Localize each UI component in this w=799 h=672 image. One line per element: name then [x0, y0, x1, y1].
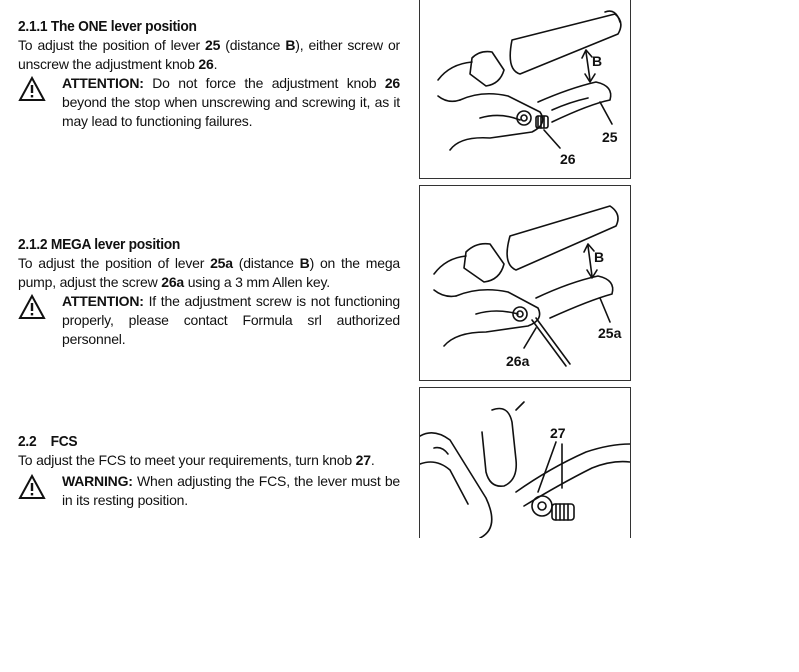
callout-label: 27 — [550, 425, 566, 441]
warning-notice — [18, 472, 400, 510]
callout-label: 25a — [598, 325, 622, 341]
callout-label: 26 — [560, 151, 576, 167]
figure-mega-lever — [419, 185, 631, 381]
callout-label: 26a — [506, 353, 530, 369]
section-body: To adjust the position of lever 25 (distance B), either screw or unscrew the adjustment knob 26. — [18, 37, 400, 72]
section-body: To adjust the FCS to meet your requirements, turn knob 27. — [18, 452, 375, 468]
figure-fcs — [419, 387, 631, 538]
callout-label: B — [592, 53, 603, 69]
warning-triangle-icon — [18, 474, 46, 500]
figure-one-lever — [419, 0, 631, 179]
brake-lever-illustration — [420, 186, 630, 380]
notice-text: ATTENTION: If the adjustment screw is not functioning properly, please contact Formula srl authorized personnel. — [62, 293, 400, 347]
section-heading: 2.1.1 The ONE lever position — [18, 18, 197, 35]
warning-triangle-icon — [18, 76, 46, 102]
warning-triangle-icon — [18, 294, 46, 320]
section-mega-lever — [18, 235, 400, 349]
brake-lever-illustration — [420, 388, 630, 538]
notice-text: ATTENTION: Do not force the adjustment knob 26 beyond the stop when unscrewing and screwing it, as it may lead to functioning failures. — [62, 75, 400, 129]
callout-label: B — [594, 249, 605, 265]
section-one-lever — [18, 17, 400, 131]
attention-notice — [18, 74, 400, 131]
section-fcs — [18, 432, 400, 510]
section-heading: 2.2 FCS — [18, 433, 78, 450]
attention-notice — [18, 292, 400, 349]
section-heading: 2.1.2 MEGA lever position — [18, 236, 181, 253]
brake-lever-illustration — [420, 0, 630, 178]
notice-text: WARNING: When adjusting the FCS, the lever must be in its resting position. — [62, 473, 400, 508]
callout-label: 25 — [602, 129, 618, 145]
section-body: To adjust the position of lever 25a (distance B) on the mega pump, adjust the screw 26a using a 3 mm Allen key. — [18, 255, 400, 290]
